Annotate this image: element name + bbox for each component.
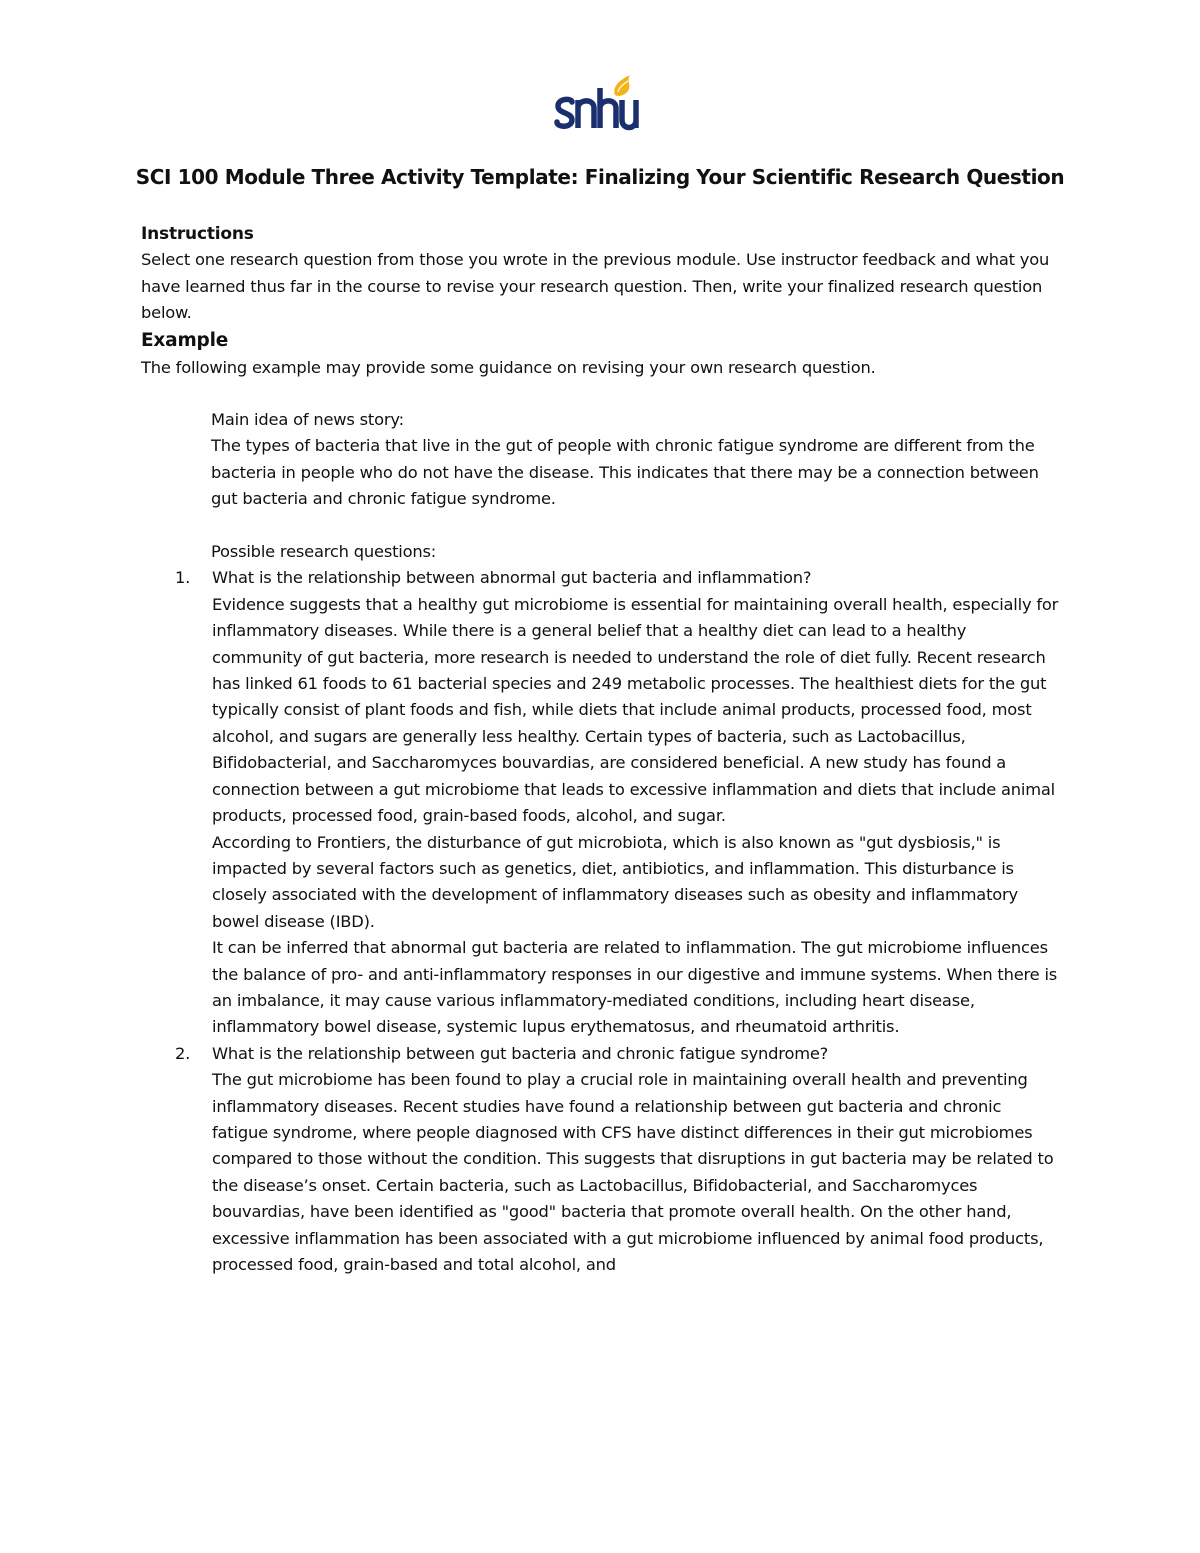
example-block bbox=[211, 407, 1061, 565]
list-number: 1. bbox=[175, 568, 191, 588]
research-questions-list bbox=[141, 565, 1061, 1278]
question-paragraph: It can be inferred that abnormal gut bacteria are related to inflammation. The gut microbiome influences the balance of pro- and anti-inflammatory responses in our digestive and immune systems. When there is an imbalance, it may cause various inflammatory-mediated conditions, including heart disease, inflammatory bowel disease, systemic lupus erythematosus, and rheumatoid arthritis. bbox=[212, 938, 1058, 1037]
question-paragraph: The gut microbiome has been found to play a crucial role in maintaining overall health and preventing inflammatory diseases. Recent studies have found a relationship between gut bacteria and chronic fatigue syndrome, where people diagnosed with CFS have distinct differences in their gut microbiomes compared to those without the condition. This suggests that disruptions in gut bacteria may be related to the disease’s onset. Certain bacteria, such as Lactobacillus, Bifidobacterial, and Saccharomyces bouvardias, have been identified as "good" bacteria that promote overall health. On the other hand, excessive inflammation has been associated with a gut microbiome influenced by animal food products, processed food, grain-based and total alcohol, and bbox=[212, 1070, 1054, 1275]
instructions-text: Select one research question from those you wrote in the previous module. Use instructor feedback and what you have learned thus far in the course to revise your research question. Then, write your finalized research question below. bbox=[141, 250, 1050, 323]
snhu-logo bbox=[552, 70, 642, 136]
list-item bbox=[175, 1041, 1061, 1279]
instructions-heading: Instructions bbox=[141, 224, 254, 244]
document-body bbox=[141, 221, 1061, 1278]
main-idea-text: The types of bacteria that live in the gut of people with chronic fatigue syndrome are different from the bacteria in people who do not have the disease. This indicates that there may be a connection between gut bacteria and chronic fatigue syndrome. bbox=[211, 436, 1039, 509]
question-text: What is the relationship between abnormal gut bacteria and inflammation? bbox=[212, 568, 812, 588]
page-title: SCI 100 Module Three Activity Template: Finalizing Your Scientific Research Question bbox=[135, 165, 1065, 189]
example-heading: Example bbox=[141, 329, 229, 351]
main-idea-label: Main idea of news story: bbox=[211, 410, 404, 430]
list-item bbox=[175, 565, 1061, 1040]
question-paragraph: According to Frontiers, the disturbance of gut microbiota, which is also known as "gut dysbiosis," is impacted by several factors such as genetics, diet, antibiotics, and inflammation. This disturbance is closely associated with the development of inflammatory diseases such as obesity and inflammatory bowel disease (IBD). bbox=[212, 832, 1018, 931]
question-paragraph: Evidence suggests that a healthy gut microbiome is essential for maintaining overall health, especially for inflammatory diseases. While there is a general belief that a healthy diet can lead to a healthy community of gut bacteria, more research is needed to understand the role of diet fully. Recent research has linked 61 foods to 61 bacterial species and 249 metabolic processes. The healthiest diets for the gut typically consist of plant foods and fish, while diets that include animal products, processed food, most alcohol, and sugars are generally less healthy. Certain types of bacteria, such as Lactobacillus, Bifidobacterial, and Saccharomyces bouvardias, are considered beneficial. A new study has found a connection between a gut microbiome that leads to excessive inflammation and diets that include animal products, processed food, grain-based foods, alcohol, and sugar. bbox=[212, 594, 1059, 826]
questions-label: Possible research questions: bbox=[211, 542, 437, 562]
list-number: 2. bbox=[175, 1043, 191, 1063]
example-intro: The following example may provide some guidance on revising your own research question. bbox=[141, 357, 876, 377]
question-text: What is the relationship between gut bacteria and chronic fatigue syndrome? bbox=[212, 1043, 829, 1063]
